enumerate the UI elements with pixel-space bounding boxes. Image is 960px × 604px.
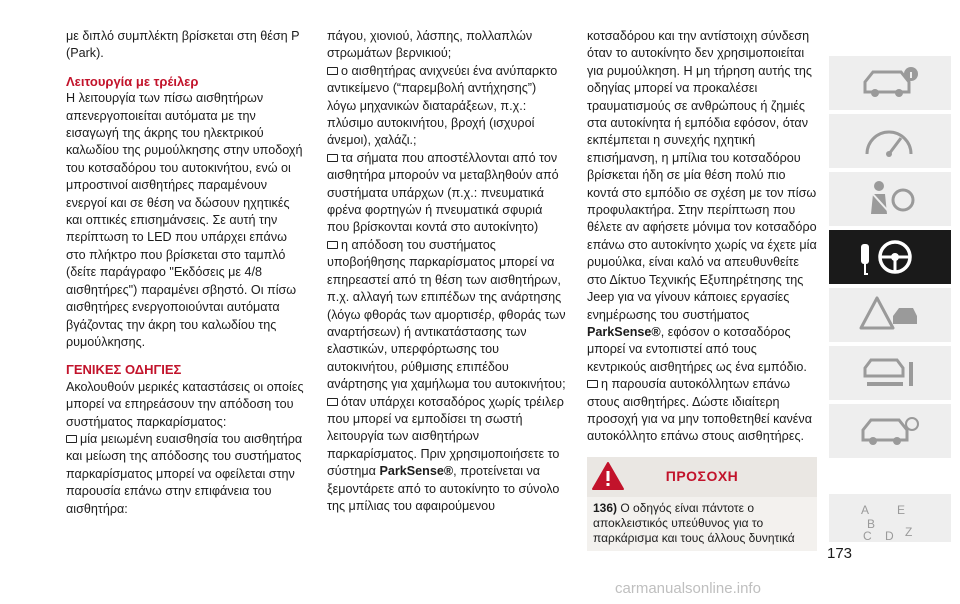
sidebar-item-warnings[interactable] bbox=[829, 288, 951, 342]
warning-box bbox=[587, 457, 817, 551]
section-heading-trailer: Λειτουργία με τρέιλερ bbox=[66, 73, 199, 89]
index-letter: C bbox=[863, 529, 872, 542]
sidebar-item-index[interactable] bbox=[829, 494, 951, 542]
car-lift-wrench-icon bbox=[857, 352, 921, 394]
continuation-text: πάγου, χιονιού, λάσπης, πολλαπλών στρωμάτων βερνικιού; bbox=[327, 29, 533, 61]
column-1 bbox=[66, 28, 306, 518]
seatbelt-airbag-icon bbox=[857, 178, 921, 220]
list-item: μία μειωμένη ευαισθησία του αισθητήρα και μείωση της απόδοσης του συστήματος παρκαρίσματος μπορεί να οφείλεται στην παρουσία επάνω στην επιφάνεια του αισθητήρα: bbox=[66, 431, 303, 516]
car-info-icon bbox=[857, 62, 921, 104]
index-letter: Z bbox=[905, 525, 913, 539]
general-paragraph: Ακολουθούν μερικές καταστάσεις οι οποίες μπορεί να επηρεάσουν την απόδοση του συστήματος παρκαρίσματος: bbox=[66, 379, 304, 429]
sidebar-item-starting-driving[interactable] bbox=[829, 230, 951, 284]
list-item: όταν υπάρχει κοτσαδόρος χωρίς τρέιλερ που μπορεί να εμποδίσει τη σωστή λειτουργία των αισθητήρων παρκαρίσματος. Πριν χρησιμοποιήσετε το σύστημα ParkSense®, προτείνεται να ξεμοντάρετε από το αυτοκίνητο το σύνολο της μπίλιας του αφαιρούμενου bbox=[327, 394, 564, 513]
column-3 bbox=[587, 28, 819, 446]
index-letter: A bbox=[861, 503, 870, 517]
warning-body: 136) Ο οδηγός είναι πάντοτε ο αποκλειστικός υπεύθυνος για το παρκάρισμα και τους άλλους δυνητικά bbox=[587, 497, 817, 551]
warning-header bbox=[587, 457, 817, 497]
page-number: 173 bbox=[827, 545, 853, 562]
bullet-icon bbox=[587, 380, 598, 388]
sidebar-item-safety[interactable] bbox=[829, 172, 951, 226]
list-item: ο αισθητήρας ανιχνεύει ένα ανύπαρκτο αντικείμενο (“παρεμβολή αντήχησης”) λόγω μηχανικών διαταράξεων, π.χ.: πλύσιμο αυτοκινήτου, βροχή (ισχυροί άνεμοι), χαλάζι.; bbox=[327, 63, 558, 148]
sidebar-item-tech-specs[interactable] bbox=[829, 404, 951, 458]
bullet-icon bbox=[327, 67, 338, 75]
column-2 bbox=[327, 28, 567, 515]
warning-title: ΠΡΟΣΟΧΗ bbox=[665, 468, 739, 484]
bullet-icon bbox=[327, 154, 338, 162]
warning-triangle-car-icon bbox=[857, 294, 921, 336]
continuation-paragraph: κοτσαδόρου και την αντίστοιχη σύνδεση όταν το αυτοκίνητο δεν χρησιμοποιείται για ρυμούλκηση. Η μη τήρηση αυτής της οδηγίας μπορεί να προκαλέσει τραυματισμούς σε ανθρώπους ή ζημιές στα αυτοκίνητα ή εμπόδια εφόσον, όταν εκπέμπεται η συνεχής ηχητική επισήμανση, η μπίλια του κοτσαδόρου βρίσκεται ήδη σε μία θέση πολύ πιο κοντά στο εμπόδιο σε σχέση με τον πίσω προφυλακτήρα. Στην περίπτωση που θέλετε αν αφήσετε μόνιμα τον κοτσαδόρο επάνω στο αυτοκίνητο χωρίς να έχετε μία ρυμούλκα, είναι καλό να απευθυνθείτε στο Δίκτυο Τεχνικής Εξυπηρέτησης της Jeep για να γίνουν κάποιες εργασίες ενημέρωσης του συστήματος ParkSense®, εφόσον ο κοτσαδόρος μπορεί να εντοπιστεί από τους κεντρικούς αισθητήρες ως ένα εμπόδιο. bbox=[587, 29, 817, 374]
list-item: η παρουσία αυτοκόλλητων επάνω στους αισθητήρες. Δώστε ιδιαίτερη προσοχή για να μην τοποθετηθεί κανένα αυτοκόλλητο επάνω στους αισθητήρες. bbox=[587, 377, 812, 444]
intro-text: με διπλό συμπλέκτη βρίσκεται στη θέση P (Park). bbox=[66, 29, 300, 61]
list-item: η απόδοση του συστήματος υποβοήθησης παρκαρίσματος μπορεί να επηρεαστεί από τη θέση των αισθητήρων, π.χ. αλλαγή των επιπέδων της ανάρτησης (λόγω φθοράς των αμορτισέρ, φθοράς των αναρτήσεων) ή αντικατάστασης των ελαστικών, υπερφόρτωσης του αυτοκινήτου, ρύθμισης επιπέδου ανάρτησης για χαμήλωμα του αυτοκινήτου; bbox=[327, 237, 566, 392]
section-heading-general: ΓΕΝΙΚΕΣ ΟΔΗΓΙΕΣ bbox=[66, 362, 182, 378]
key-steering-wheel-icon bbox=[857, 236, 921, 278]
index-letter: D bbox=[885, 529, 894, 542]
sidebar-item-dashboard[interactable] bbox=[829, 114, 951, 168]
index-letter: B bbox=[867, 517, 876, 531]
bullet-icon bbox=[327, 241, 338, 249]
index-letters-icon bbox=[857, 500, 921, 542]
bullet-icon bbox=[66, 435, 77, 443]
bullet-icon bbox=[327, 398, 338, 406]
index-letter: E bbox=[897, 503, 906, 517]
watermark: carmanualsonline.info bbox=[615, 580, 761, 597]
sidebar-item-maintenance[interactable] bbox=[829, 346, 951, 400]
sidebar-item-car-info[interactable] bbox=[829, 56, 951, 110]
car-spec-icon bbox=[857, 410, 921, 452]
trailer-paragraph: Η λειτουργία των πίσω αισθητήρων απενεργοποιείται αυτόματα με την εισαγωγή της άκρης του ηλεκτρικού καλωδίου της ρυμούλκησης στην υποδοχή του κοτσαδόρου του αυτοκινήτου, ενώ οι μπροστινοί αισθητήρες παραμένουν ενεργοί και σε θέση να δώσουν ηχητικές και οπτικές επισημάνσεις. Σε αυτή την περίπτωση το LED που υπάρχει επάνω στο πλήκτρο που βρίσκεται στο ταμπλό (δείτε παράγραφο "Εκδόσεις με 4/8 αισθητήρες") παραμένει σβηστό. Οι πίσω αισθητήρες ενεργοποιούνται αυτόματα βγάζοντας την άκρη του καλωδίου της ρυμούλκησης. bbox=[66, 91, 303, 349]
dashboard-gauge-icon bbox=[857, 120, 921, 162]
list-item: τα σήματα που αποστέλλονται από τον αισθητήρα μπορούν να μεταβληθούν από συστήματα υπάρχων (π.χ.: πνευματικά φρένα φορτηγών ή πνευματικά σφυριά που βρίσκονται κοντά στο αυτοκίνητο) bbox=[327, 150, 559, 235]
